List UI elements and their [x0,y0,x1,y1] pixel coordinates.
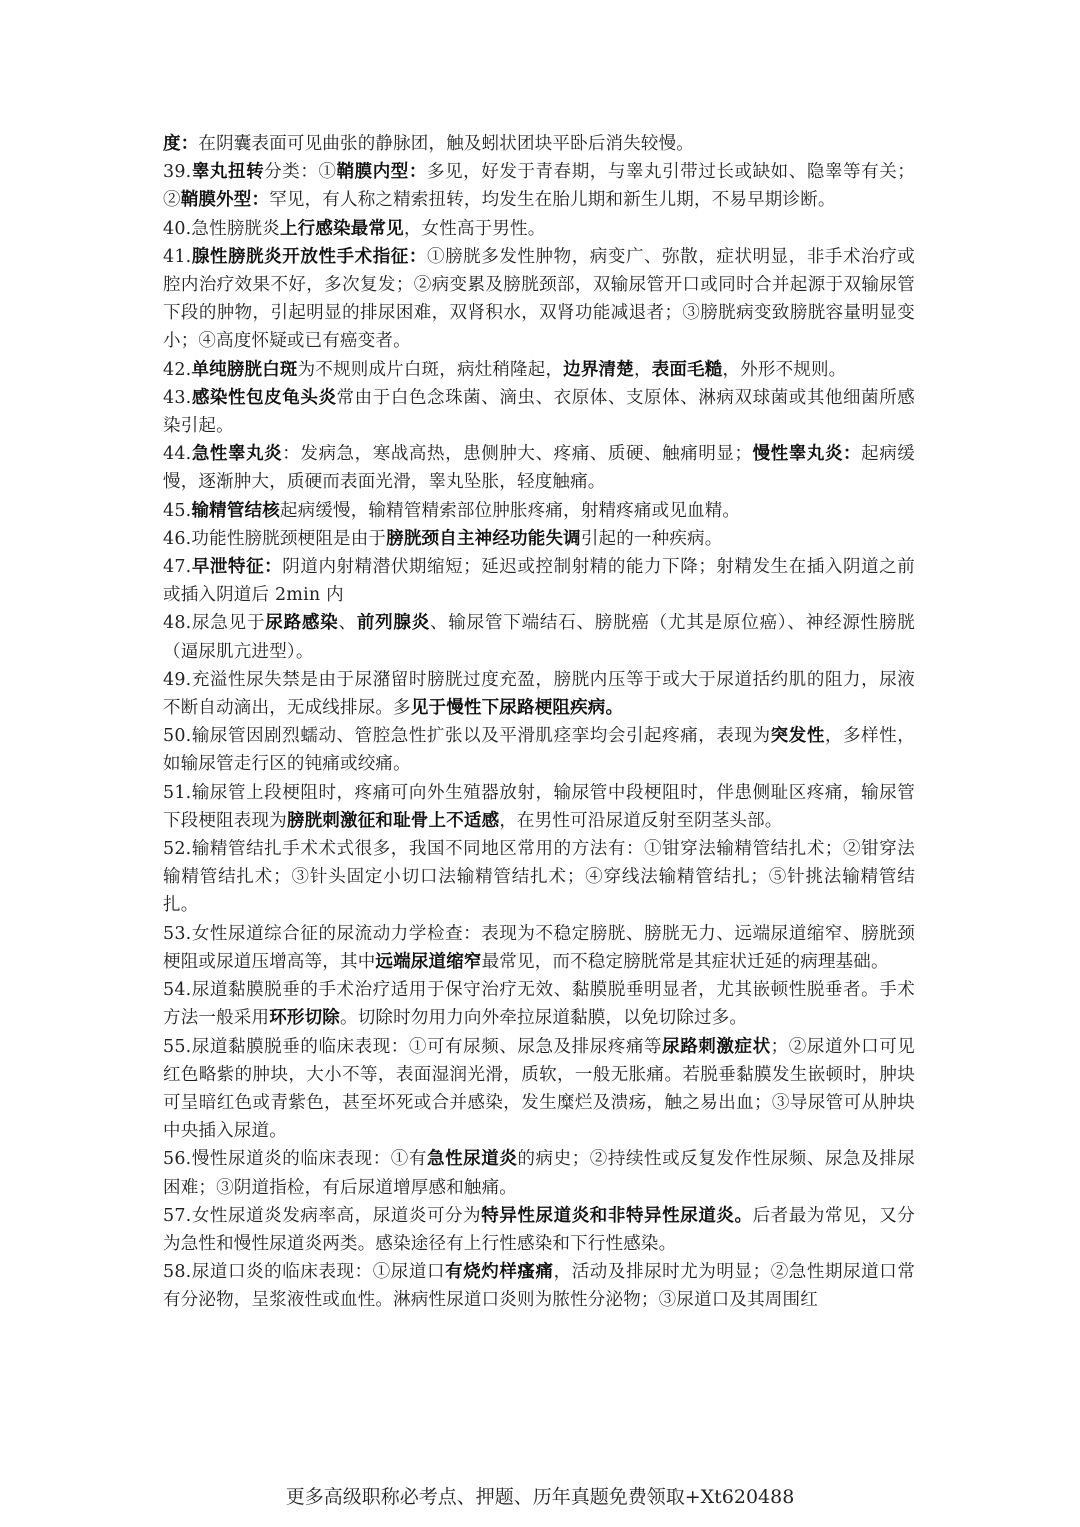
bold-term: 输精管结核 [191,500,280,521]
bold-term: 见于慢性下尿路梗阻疾病。 [410,698,624,719]
text-run: 57.女性尿道炎发病率高，尿道炎可分为 [163,1205,482,1226]
paragraph-1 [163,158,915,214]
bold-term: 尿路感染 [265,613,339,634]
text-run: ，外形不规则。 [722,359,847,380]
text-run: 50.输尿管因剧烈蠕动、管腔急性扩张以及平滑肌痉挛均会引起疼痛，表现为 [163,726,771,747]
bold-term: 有烧灼样瘙痛 [445,1262,554,1283]
text-run: 48.尿急见于 [163,613,266,634]
text-run: ，多样性，如输尿管走行区的钝痛或绞痛。 [163,726,915,775]
paragraph-2 [163,215,915,243]
bold-term: 膀胱颈自主神经功能失调 [386,528,581,549]
bold-term: 鞘膜外型： [180,190,270,211]
bold-term: 表面毛糙 [651,359,723,380]
bold-term: 远端尿道缩窄 [375,951,482,972]
paragraph-12 [163,722,915,778]
text-run: 49.充溢性尿失禁是由于尿潴留时膀胱过度充盈，膀胱内压等于或大于尿道括约肌的阻力，尿液不断自动滴出，无成线排尿。多 [163,669,915,719]
paragraph-20 [163,1258,915,1314]
paragraph-4 [163,356,915,384]
paragraph-3 [163,243,915,356]
paragraph-13 [163,779,915,835]
text-run: ，活动及排尿时尤为明显；②急性期尿道口常有分泌物，呈浆液性或血性。淋病性尿道口炎则为脓性分泌物；③尿道口及其周围红 [163,1262,916,1311]
paragraph-10 [163,609,915,665]
text-run: 常由于白色念珠菌、滴虫、衣原体、支原体、淋病双球菌或其他细菌所感染引起。 [163,387,915,437]
text-run: 43. [163,387,192,408]
paragraph-5 [163,384,915,440]
bold-term: 慢性睾丸炎： [752,444,862,465]
text-run: ，在男性可沿尿道反射至阴茎头部。 [499,810,783,831]
text-run: 罕见，有人称之精索扭转，均发生在胎儿期和新生儿期，不易早期诊断。 [269,190,836,211]
text-run: 最常见，而不稳定膀胱常是其症状迁延的病理基础。 [481,951,889,972]
document-body [163,130,915,1315]
paragraph-16 [163,976,915,1032]
text-run: 39. [163,162,192,183]
bold-term: 特异性尿道炎和非特异性尿道炎。 [481,1205,753,1226]
paragraph-0 [163,130,915,158]
bold-term: 尿路刺激症状 [662,1036,771,1057]
bold-term: 前列腺炎 [356,613,431,634]
text-run: 后者最为常见，又分为急性和慢性尿道炎两类。感染途径有上行性感染和下行性感染。 [163,1205,916,1254]
text-run: 46.功能性膀胱颈梗阻是由于 [163,528,387,549]
text-run: ，女性高于男性。 [403,218,546,239]
text-run: ；②尿道外口可见红色略紫的肿块，大小不等，表面湿润光滑，质软，一般无胀痛。若脱垂黏膜发生嵌顿时，肿块可呈暗红色或青紫色，甚至坏死或合并感染，发生糜烂及溃疡，触之易出血；③导尿管可从肿块中央插入尿道。 [163,1036,915,1142]
text-run: 为不规则成片白斑，病灶稍隆起， [297,359,564,380]
bold-term: 上行感染最常见 [279,218,404,239]
bold-term: 膀胱刺激征和耻骨上不适感 [286,810,500,831]
text-run: 47. [163,557,192,578]
text-run: 40.急性膀胱炎 [163,218,280,239]
bold-term: 环形切除 [269,1008,341,1029]
bold-term: 鞘膜内型： [336,162,427,183]
text-run: 阴道内射精潜伏期缩短；延迟或控制射精的能力下降；射精发生在插入阴道之前或插入阴道后 2min 内 [163,557,916,606]
text-run: 53.女性尿道综合征的尿流动力学检查：表现为不稳定膀胱、膀胱无力、远端尿道缩窄、膀胱颈梗阻或尿道压增高等，其中 [163,923,915,972]
bold-term: 急性睾丸炎 [191,444,283,465]
paragraph-15 [163,920,915,976]
bold-term: 单纯膀胱白斑 [191,359,298,380]
text-run: 起病缓慢，输精管精索部位肿胀疼痛，射精疼痛或见血精。 [279,500,741,521]
paragraph-9 [163,553,915,609]
paragraph-14 [163,835,915,920]
text-run: 多见，好发于青春期，与睾丸引带过长或缺如、隐睾等有关；② [163,162,915,211]
bold-term: 早泄特征： [191,557,283,578]
text-run: 56.慢性尿道炎的临床表现：①有 [163,1149,427,1170]
footer-promo-text: 更多高级职称必考点、押题、历年真题免费领取+Xt620488 [285,1486,795,1508]
text-run: 起病缓慢，逐渐肿大，质硬而表面光滑，睾丸坠胀，轻度触痛。 [163,444,916,493]
paragraph-6 [163,440,915,496]
text-run: 52.输精管结扎手术术式很多，我国不同地区常用的方法有：①钳穿法输精管结扎术；②钳穿法输精管结扎术；③针头固定小切口法输精管结扎术；④穿线法输精管结扎；⑤针挑法输精管结扎。 [163,839,915,916]
text-run: ， [633,359,652,380]
text-run: 54.尿道黏膜脱垂的手术治疗适用于保守治疗无效、黏膜脱垂明显者，尤其嵌顿性脱垂者。手术方法一般采用 [163,980,915,1029]
paragraph-11 [163,666,915,722]
text-run: 引起的一种疾病。 [580,528,723,549]
text-run: 、输尿管下端结石、膀胱癌（尤其是原位癌）、神经源性膀胱（逼尿肌亢进型）。 [163,613,915,662]
text-run: ：发病急，寒战高热，患侧肿大、疼痛、质硬、触痛明显； [282,444,753,465]
paragraph-7 [163,497,915,525]
text-run: 在阴囊表面可见曲张的静脉团，触及蚓状团块平卧后消失较慢。 [198,134,695,154]
text-run: 41. [163,246,192,267]
text-run: 44. [163,444,192,465]
text-run: 的病史；②持续性或反复发作性尿频、尿急及排尿困难；③阴道指检，有后尿道增厚感和触痛。 [163,1149,916,1198]
bold-term: 腺性膀胱炎开放性手术指征： [191,246,427,267]
bold-term: 感染性包皮龟头炎 [191,387,337,408]
paragraph-8 [163,525,915,553]
bold-term: 度： [163,134,199,154]
bold-term: 突发性 [770,726,825,747]
paragraph-19 [163,1202,915,1258]
paragraph-18 [163,1145,915,1201]
text-run: 42. [163,359,192,380]
bold-term: 急性尿道炎 [426,1149,518,1170]
bold-term: 边界清楚 [563,359,634,380]
paragraph-17 [163,1033,915,1146]
text-run: 51.输尿管上段梗阻时，疼痛可向外生殖器放射，输尿管中段梗阻时，伴患侧耻区疼痛，输尿管下段梗阻表现为 [163,782,915,831]
text-run: 58.尿道口炎的临床表现：①尿道口 [163,1262,446,1283]
text-run: 分类：① [264,162,337,183]
text-run: 、 [338,613,357,634]
text-run: ①膀胱多发性肿物，病变广、弥散，症状明显，非手术治疗或腔内治疗效果不好，多次复发；②病变累及膀胱颈部，双输尿管开口或同时合并起源于双输尿管下段的肿物，引起明显的排尿困难，双肾积水，双肾功能减退者；③膀胱病变致膀胱容量明显变小；④高度怀疑或已有癌变者。 [163,246,915,352]
text-run: 。切除时勿用力向外牵拉尿道黏膜，以免切除过多。 [340,1008,748,1029]
text-run: 55.尿道黏膜脱垂的临床表现：①可有尿频、尿急及排尿疼痛等 [163,1036,663,1057]
bold-term: 睾丸扭转 [191,162,265,183]
text-run: 45. [163,500,192,521]
